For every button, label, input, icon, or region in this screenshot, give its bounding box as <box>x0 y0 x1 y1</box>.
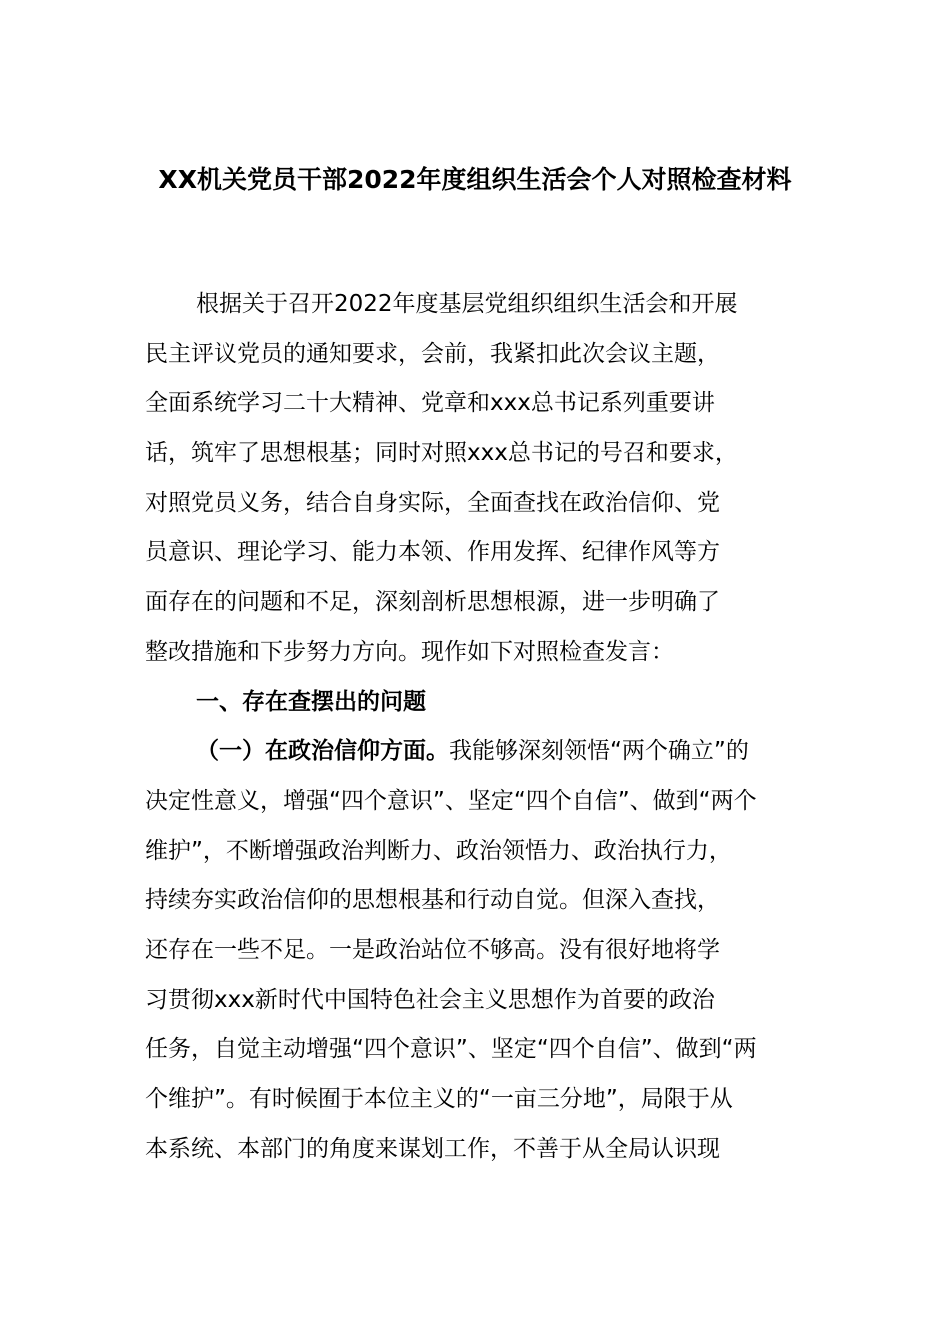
body-line: 对照党员义务，结合自身实际，全面查找在政治信仰、党 <box>145 489 720 516</box>
body-line: 根据关于召开2022年度基层党组织组织生活会和开展 <box>196 291 738 317</box>
body-line: 面存在的问题和不足，深刻剖析思想根源，进一步明确了 <box>145 589 720 616</box>
body-line: 话，筑牢了思想根基；同时对照xxx总书记的号召和要求， <box>145 440 738 467</box>
subsection-line <box>145 727 835 777</box>
body-line: 习贯彻xxx新时代中国特色社会主义思想作为首要的政治 <box>145 986 715 1013</box>
document-body <box>145 280 835 1174</box>
body-line: 全面系统学习二十大精神、党章和xxx总书记系列重要讲 <box>145 390 715 417</box>
body-line: 民主评议党员的通知要求，会前，我紧扣此次会议主题， <box>145 340 720 367</box>
body-line: 维护”，不断增强政治判断力、政治领悟力、政治执行力， <box>145 837 732 864</box>
section-heading: 一、存在查摆出的问题 <box>196 688 426 715</box>
body-line: 任务，自觉主动增强“四个意识”、坚定“四个自信”、做到“两 <box>145 1036 757 1063</box>
subsection-text: 我能够深刻领悟“两个确立”的 <box>449 738 749 765</box>
body-line: 本系统、本部门的角度来谋划工作，不善于从全局认识现 <box>145 1135 720 1162</box>
subsection-heading: （一）在政治信仰方面。 <box>196 738 449 765</box>
body-line: 员意识、理论学习、能力本领、作用发挥、纪律作风等方 <box>145 539 720 566</box>
body-line: 决定性意义，增强“四个意识”、坚定“四个自信”、做到“两个 <box>145 787 757 814</box>
body-line: 整改措施和下步努力方向。现作如下对照检查发言： <box>145 638 674 665</box>
document-title: XX机关党员干部2022年度组织生活会个人对照检查材料 <box>158 165 792 194</box>
body-line: 个维护”。有时候囿于本位主义的“一亩三分地”，局限于从 <box>145 1086 733 1112</box>
body-line: 还存在一些不足。一是政治站位不够高。没有很好地将学 <box>145 936 720 963</box>
body-line: 持续夯实政治信仰的思想根基和行动自觉。但深入查找， <box>145 887 720 914</box>
